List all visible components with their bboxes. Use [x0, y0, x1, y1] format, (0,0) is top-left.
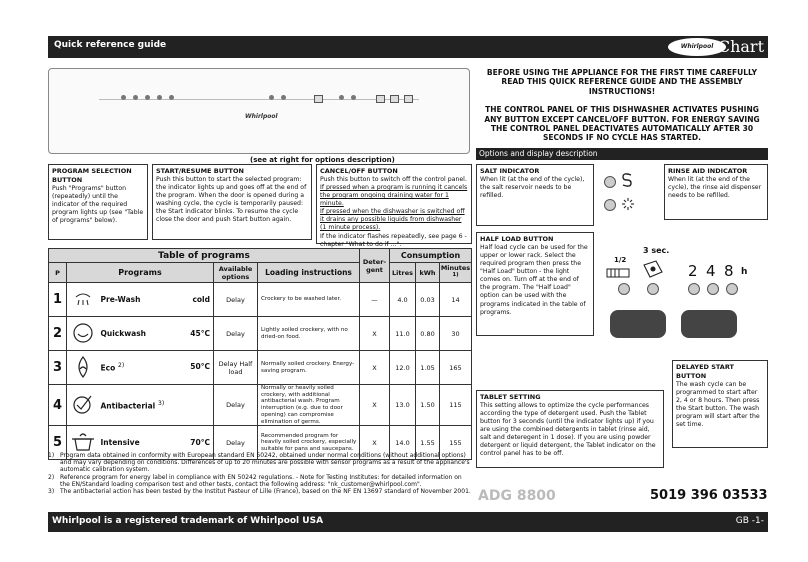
- salt-text: When lit (at the end of the cycle), the salt reservoir needs to be refilled.: [480, 176, 585, 200]
- programs-table: [48, 248, 472, 460]
- half-load-box: [476, 232, 594, 336]
- delayed-start-box: [672, 360, 768, 448]
- th-programs: Programs: [67, 263, 214, 283]
- program-kwh: 1.55: [416, 426, 440, 460]
- cancel-off-line1: Push this button to switch off the control panel.: [320, 176, 467, 184]
- program-kwh: 1.05: [416, 351, 440, 385]
- table-title: Table of programs: [49, 249, 360, 263]
- program-detergent: —: [360, 283, 390, 317]
- model-number: ADG 8800: [478, 488, 556, 504]
- program-selection-box: [48, 164, 148, 240]
- rinse-title: RINSE AID INDICATOR: [668, 167, 748, 175]
- tablet-title: TABLET SETTING: [480, 393, 541, 401]
- delay-2h-led: [688, 283, 700, 295]
- rinse-aid-icon: [620, 196, 636, 216]
- minutes-label: Minutes: [440, 263, 471, 272]
- header-bar: [48, 36, 768, 58]
- antibacterial-icon: [67, 385, 99, 426]
- warning-first-use: BEFORE USING THE APPLIANCE FOR THE FIRST TIME CAREFULLY READ THIS QUICK REFERENCE GUIDE AND THE ASSEMBLY INSTRUCTIONS!: [486, 68, 758, 96]
- half-load-icon: [606, 264, 630, 283]
- salt-title: SALT INDICATOR: [480, 167, 540, 175]
- table-row: [49, 283, 472, 317]
- rinse-aid-box: [664, 164, 768, 220]
- footnotes: [48, 452, 472, 495]
- program-footnote: 2): [117, 362, 125, 370]
- footnote-text: Program data obtained in conformity with European standard EN 50242, obtained under normal conditions (without additional options) and may vary depending on conditions. Differences of up to 20 minutes are possible with sensor programs as a result of the appliance's automatic calibration system.: [60, 452, 470, 474]
- guide-title: Quick reference guide: [54, 40, 167, 50]
- panel-brand: Whirlpool: [245, 113, 278, 120]
- program-minutes: 165: [440, 351, 472, 385]
- program-name-cell: [99, 283, 214, 317]
- program-kwh: 0.03: [416, 283, 440, 317]
- salt-indicator-box: [476, 164, 594, 226]
- program-number: 2: [49, 317, 67, 351]
- delay-hour-4: 4: [706, 262, 716, 280]
- program-number: 5: [49, 426, 67, 460]
- delay-hour-2: 2: [688, 262, 698, 280]
- start-resume-title: START/RESUME BUTTON: [156, 167, 244, 175]
- th-p: P: [49, 263, 67, 283]
- cancel-off-button[interactable]: [404, 95, 413, 103]
- th-litres: Litres: [390, 263, 416, 283]
- panel-indicator: [145, 95, 150, 100]
- program-loading: Normally or heavily soiled crockery, with additional antibacterial wash. Program interruption (e.g. due to door opening) can compromise elimination of germs.: [258, 385, 360, 426]
- program-name: Intensive: [100, 438, 140, 448]
- delay-button[interactable]: [681, 310, 737, 338]
- quickwash-icon: [67, 317, 99, 351]
- program-options: Delay Half load: [214, 351, 258, 385]
- program-loading: Recommended program for heavily soiled crockery, especially suitable for pans and saucepans.: [258, 426, 360, 460]
- footnote-text: Reference program for energy label in compliance with EN 50242 regulations. - Note for Testing Institutes: for detailed information on the EN/Standard loading comparison test and other tests, contact the following address: "nk_customer@whirlpool.com".: [60, 473, 462, 488]
- program-kwh: 1.50: [416, 385, 440, 426]
- tablet-icon: [642, 260, 664, 282]
- cancel-off-line3: If pressed when the dishwasher is switched off it drains any possible liquids from dishwasher (1 minute process).: [320, 208, 465, 232]
- program-litres: 14.0: [390, 426, 416, 460]
- half-load-led: [618, 283, 630, 295]
- program-loading: Lightly soiled crockery, with no dried-on food.: [258, 317, 360, 351]
- product-code: 5019 396 03533: [650, 488, 768, 503]
- th-available: Available options: [214, 263, 258, 283]
- th-detergent: Deter-gent: [360, 249, 390, 283]
- program-number: 1: [49, 283, 67, 317]
- program-button[interactable]: [314, 95, 323, 103]
- chart-title: Chart: [717, 37, 764, 56]
- tablet-seconds-label: 3 sec.: [643, 246, 670, 255]
- program-minutes: 155: [440, 426, 472, 460]
- program-name: Antibacterial: [100, 401, 156, 411]
- program-minutes: 30: [440, 317, 472, 351]
- start-resume-text: Push this button to start the selected program: the indicator lights up and goes off at the end of the program. When the door is opened during a washing cycle, the cycle is temporarily paused: the Start indicator blinks. To resume the cycle close the door and push Start button again.: [156, 176, 307, 224]
- panel-caption: (see at right for options description): [250, 156, 395, 164]
- cancel-off-line4: If the indicator flashes repeatedly, see page 6 - chapter "What to do if ...".: [320, 232, 467, 248]
- program-name-cell: [99, 385, 214, 426]
- panel-indicator: [339, 95, 344, 100]
- panel-indicator: [269, 95, 274, 100]
- salt-led: [604, 176, 616, 188]
- program-loading: Crockery to be washed later.: [258, 283, 360, 317]
- half-load-button[interactable]: [376, 95, 385, 103]
- footnote: [48, 488, 472, 495]
- panel-indicator: [281, 95, 286, 100]
- program-detergent: X: [360, 351, 390, 385]
- tablet-led: [647, 283, 659, 295]
- delay-hour-8: 8: [724, 262, 734, 280]
- start-resume-box: [152, 164, 312, 240]
- program-loading: Normally soiled crockery. Energy-saving program.: [258, 351, 360, 385]
- program-options: Delay: [214, 385, 258, 426]
- program-detergent: X: [360, 317, 390, 351]
- program-litres: 13.0: [390, 385, 416, 426]
- program-name-cell: [99, 351, 214, 385]
- program-kwh: 0.80: [416, 317, 440, 351]
- panel-indicator: [169, 95, 174, 100]
- th-minutes: [440, 263, 472, 283]
- footer-bar: [48, 512, 768, 532]
- half-load-title: HALF LOAD BUTTON: [480, 235, 554, 243]
- delay-text: The wash cycle can be programmed to start after 2, 4 or 8 hours. Then press the Start button. The wash program will start after the set time.: [676, 381, 760, 429]
- th-kwh: kWh: [416, 263, 440, 283]
- program-minutes: 14: [440, 283, 472, 317]
- program-number: 4: [49, 385, 67, 426]
- footnote: [48, 452, 472, 474]
- program-selection-title: PROGRAM SELECTION BUTTON: [52, 167, 132, 185]
- program-minutes: 115: [440, 385, 472, 426]
- program-options: Delay: [214, 317, 258, 351]
- program-litres: 12.0: [390, 351, 416, 385]
- program-detergent: X: [360, 385, 390, 426]
- program-options: Delay: [214, 283, 258, 317]
- program-number: 3: [49, 351, 67, 385]
- salt-icon: [620, 172, 634, 192]
- program-footnote: 3): [157, 399, 165, 407]
- program-litres: 11.0: [390, 317, 416, 351]
- warnings: [476, 68, 768, 143]
- delay-title: DELAYED START BUTTON: [676, 363, 734, 381]
- half-load-text: Half load cycle can be used for the upper or lower rack. Select the required program then press the "Half Load" button - the light comes on. Turn off at the end of the program. The "Half Load" option can be used with the programs indicated in the table of programs.: [480, 244, 588, 316]
- hours-unit: h: [741, 267, 748, 277]
- delay-8h-led: [726, 283, 738, 295]
- table-row: [49, 385, 472, 426]
- trademark-text: Whirlpool is a registered trademark of Whirlpool USA: [52, 516, 324, 526]
- footnote-text: The antibacterial action has been tested by the Institut Pasteur of Lille (France), based on the NF EN 13697 standard of November 2001.: [60, 487, 471, 495]
- footnote-key: 3): [48, 487, 55, 495]
- panel-indicator: [157, 95, 162, 100]
- cancel-off-line2: If pressed when a program is running it cancels the program ongoing draining water for 1 minute.: [320, 184, 468, 208]
- footnote: [48, 474, 472, 488]
- cancel-off-box: [316, 164, 472, 248]
- rinse-text: When lit (at the end of the cycle), the rinse aid dispenser needs to be refilled.: [668, 176, 762, 200]
- program-detergent: X: [360, 426, 390, 460]
- cancel-off-title: CANCEL/OFF BUTTON: [320, 167, 398, 175]
- prewash-icon: [67, 283, 99, 317]
- program-temp: cold: [192, 295, 210, 304]
- panel-indicator: [351, 95, 356, 100]
- program-name-cell: [99, 317, 214, 351]
- program-litres: 4.0: [390, 283, 416, 317]
- panel-indicator: [133, 95, 138, 100]
- page-number: GB -1-: [735, 516, 764, 526]
- half-load-tablet-button[interactable]: [610, 310, 666, 338]
- start-button[interactable]: [390, 95, 399, 103]
- panel-indicator: [121, 95, 126, 100]
- program-temp: 70°C: [190, 438, 210, 448]
- minutes-sup: 1): [452, 271, 459, 278]
- tablet-setting-box: [476, 390, 664, 468]
- table-row: [49, 351, 472, 385]
- tablet-text: This setting allows to optimize the cycle performances according the type of detergent used. Push the Tablet button for 3 seconds (until the indicator lights up) if you are using the combined detergents in tablet (rinse aid, salt and deteregent in 1 dose). If you are using powder detergent or liquid detergent, the Tablet indicator on the control panel has to be off.: [480, 402, 656, 458]
- whirlpool-logo: Whirlpool: [668, 38, 726, 56]
- th-loading: Loading instructions: [258, 263, 360, 283]
- warning-control-panel: THE CONTROL PANEL OF THIS DISHWASHER ACTIVATES PUSHING ANY BUTTON EXCEPT CANCEL/OFF BUTTON. FOR ENERGY SAVING THE CONTROL PANEL DEACTIVATES AUTOMATICALLY AFTER 30 SECONDS IF NO CYCLE HAS STARTED.: [484, 105, 760, 143]
- footnote-key: 1): [48, 452, 55, 459]
- program-temp: 45°C: [190, 329, 210, 338]
- th-consumption: Consumption: [390, 249, 472, 263]
- program-name: Eco: [100, 363, 116, 373]
- control-panel-illustration: [48, 68, 470, 154]
- delay-4h-led: [707, 283, 719, 295]
- program-name: Quickwash: [100, 329, 147, 338]
- footnote-key: 2): [48, 473, 55, 481]
- table-row: [49, 317, 472, 351]
- program-options: Delay: [214, 426, 258, 460]
- program-selection-text: Push "Programs" button (repeatedly) until the indicator of the required program lights up (see "Table of programs" below).: [52, 185, 144, 225]
- program-temp: 50°C: [190, 362, 210, 372]
- eco-icon: [67, 351, 99, 385]
- program-name: Pre-Wash: [100, 295, 141, 304]
- options-bar: Options and display description: [476, 148, 768, 160]
- half-load-label: 1/2: [614, 256, 627, 264]
- rinse-led: [604, 199, 616, 211]
